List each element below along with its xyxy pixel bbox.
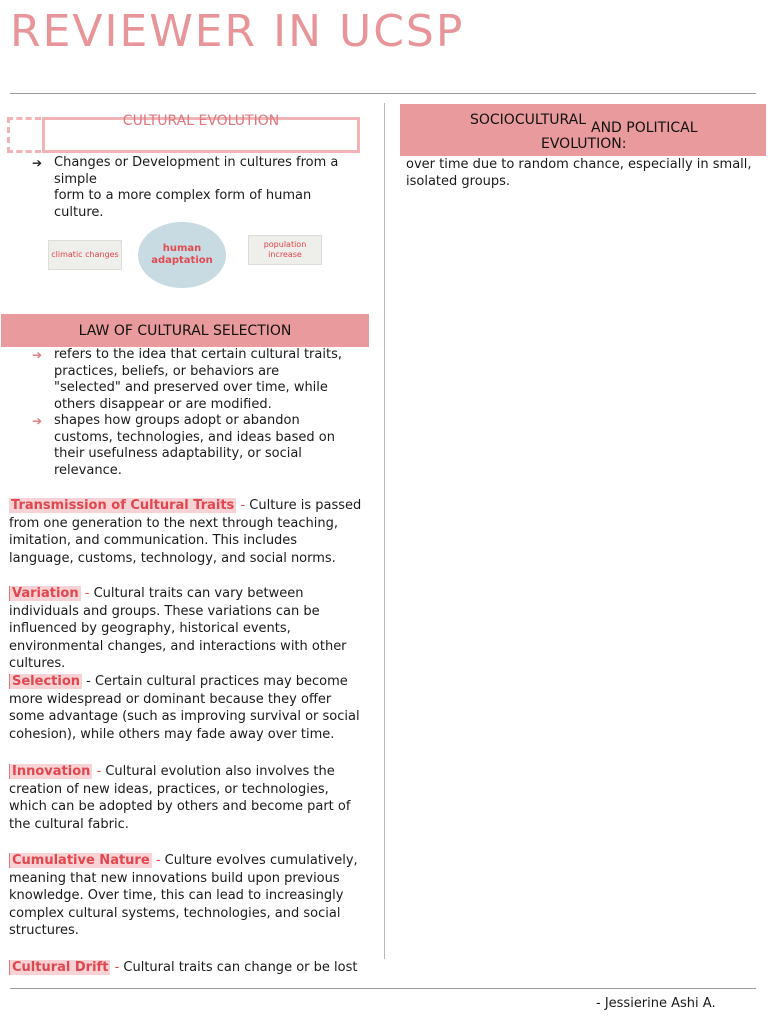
term-text: Cultural evolution also involves the creation of new ideas, practices, or technologies, which can be adopted by others and become part of the cultural fabric. [9,764,351,832]
term-innovation [9,763,365,833]
cultural-evolution-heading: CULTURAL EVOLUTION [122,113,280,129]
term-selection [9,673,365,743]
term-dash: - [86,674,95,689]
term-cultural-drift [9,959,365,977]
arrow-bullet-icon: ➔ [32,348,43,362]
term-text: Cultural traits can change or be lost [123,960,358,975]
list-item: form to a more complex form of human culture. [54,188,312,220]
term-cumulative-nature [9,852,365,940]
term-label: Transmission of Cultural Traits [11,498,235,513]
term-dash: - [114,960,124,975]
term-transmission [9,497,365,567]
page-title: REVIEWER IN UCSP [10,6,465,57]
sociocultural-political-evolution-banner: SOCIOCULTURAL AND POLITICAL EVOLUTION: [400,104,766,156]
header-divider [10,93,756,94]
term-text: Culture is passed from one generation to the next through teaching, imitation, and communication. This includes language, customs, technology, and social norms. [9,498,362,566]
term-label: Variation [9,586,81,601]
term-dash: - [96,764,106,779]
author-signature: - Jessierine Ashi A. [596,996,716,1011]
footer-divider [10,988,756,989]
term-dash: - [155,853,165,868]
cultural-evolution-bullets [32,155,362,221]
list-item: ➔ refers to the idea that certain cultural traits, practices, beliefs, or behaviors are "selected" and preserved over time, while others disappear or are modified. [32,347,342,412]
arrow-bullet-icon: ➔ [32,156,43,170]
term-label: Selection [9,674,82,689]
diagram-node-population-increase: population increase [248,235,322,265]
term-label: Cultural Drift [9,960,110,975]
list-item: ➔ shapes how groups adopt or abandon customs, technologies, and ideas based on their usefulness adaptability, or social relevance. [32,413,335,478]
arrow-bullet-icon: ➔ [32,414,43,428]
right-column-continued-text: over time due to random chance, especially in small, isolated groups. [406,157,752,189]
term-variation [9,585,365,673]
diagram-node-climatic-changes: climatic changes [48,240,122,270]
law-of-selection-bullets [32,347,348,479]
law-of-cultural-selection-banner: LAW OF CULTURAL SELECTION [1,314,369,347]
term-text: Culture evolves cumulatively, meaning that new innovations build upon previous knowledge. Over time, this can lead to increasingly complex cultural systems, technologies, and social structures. [9,853,358,938]
term-dash: - [240,498,250,513]
diagram-node-human-adaptation: human adaptation [138,222,226,288]
list-item: ➔ Changes or Development in cultures from a simple [32,155,339,187]
column-divider [384,103,385,959]
term-text: Cultural traits can vary between individuals and groups. These variations can be influenced by geography, historical events, environmental changes, and interactions with other cultures. [9,586,347,671]
term-text: Certain cultural practices may become more widespread or dominant because they offer some advantage (such as improving survival or social cohesion), while others may fade away over time. [9,674,360,742]
term-dash: - [84,586,94,601]
heading-corner-decoration [7,117,41,153]
term-label: Cumulative Nature [9,853,152,868]
term-label: Innovation [9,764,92,779]
